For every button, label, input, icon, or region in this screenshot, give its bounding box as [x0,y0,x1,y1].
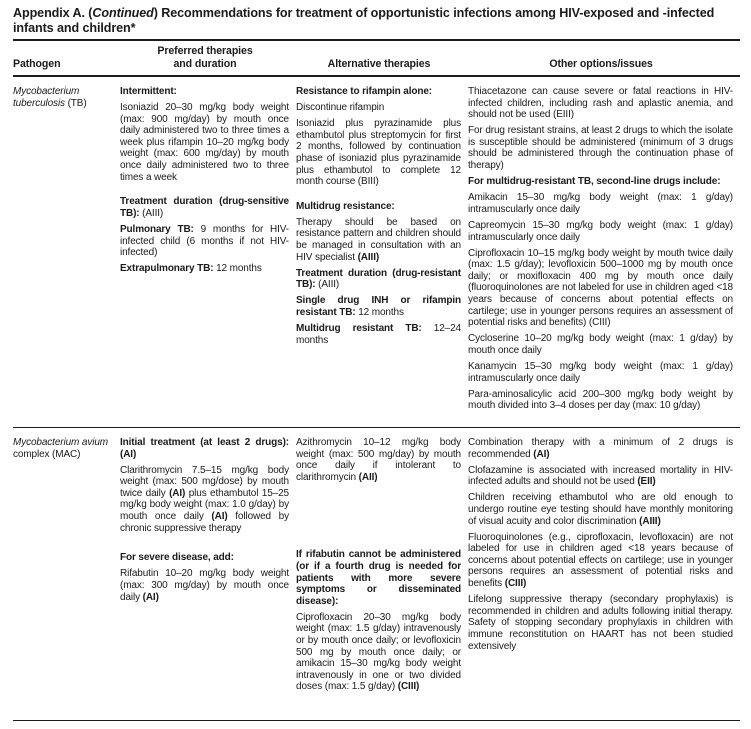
paragraph: For multidrug-resistant TB, second-line drugs include: [468,176,721,188]
pathogen-name-italic: Mycobacterium avium [13,437,108,448]
alternative-therapies-cell [296,86,468,427]
pathogen-cell: Mycobacterium tuberculosis (TB) [13,86,87,109]
title-text-after: ) Recommendations for treatment of opportunistic infections among HIV-exposed and -infected infants and children* [13,6,715,35]
paragraph: Treatment duration (drug-resistant TB): (AIII) [296,267,461,291]
paragraph: For drug resistant strains, at least 2 drugs to which the isolate is susceptible should be administered (minimum of 3 drugs should be administered through the continuation phase of therapy) [468,125,733,172]
table-body [13,77,740,721]
paragraph: Lifelong suppressive therapy (secondary prophylaxis) is recommended in children and adults following initial therapy. Safety of stopping secondary prophylaxis in children with immune reconstitution on HAART has not been studied extensively [468,594,733,652]
paragraph: Multidrug resistant TB: 12–24 months [296,323,462,346]
paragraph: Capreomycin 15–30 mg/kg body weight (max: 1 g/day) intramuscularly once daily [468,219,733,243]
paragraph: Discontinue rifampin [296,102,385,114]
paragraph: Multidrug resistance: [296,200,395,212]
paragraph: Treatment duration (drug-sensitive TB): (AIII) [120,196,289,219]
other-options-cell [468,86,740,427]
page-title [13,6,740,36]
preferred-therapies-cell [120,437,296,720]
column-header-line2: and duration [173,57,237,70]
paragraph: Thiacetazone can cause severe or fatal reactions in HIV-infected children, including rash and aplastic anemia, and should not be used (EIII) [468,86,733,121]
table-row [13,428,740,720]
column-header-other-options: Other options/issues [549,57,653,70]
paragraph: Ciprofloxacin 10–15 mg/kg body weight by mouth twice daily (max: 1.5 g/day); levofloxicin 500–1000 mg by mouth once daily; or moxifloxacin 400 mg by mouth once daily (fluoroquinolones are not labeled for use in children aged <18 years because of concerns about potential effects on cartilege; use in younger persons requires an assessment of potential risks and benefits) (CIII) [468,247,733,329]
paragraph: Azithromycin 10–12 mg/kg body weight (max: 500 mg/day) by mouth once daily if intolerant to clarithromycin (AII) [296,437,461,483]
paragraph: Extrapulmonary TB: 12 months [120,263,262,275]
paragraph: Isoniazid plus pyrazinamide plus ethambutol plus streptomycin for first 2 months, followed by continuation phase of isoniazid plus pyrazinamide plus ethambutol to complete 12 month course (BIII) [296,118,461,188]
paragraph: Rifabutin 10–20 mg/kg body weight (max: 300 mg/day) by mouth once daily (AI) [120,568,289,603]
alternative-therapies-cell [296,437,468,720]
table-row [13,77,740,427]
paragraph: Single drug INH or rifampin resistant TB: 12 months [296,295,461,318]
paragraph: Para-aminosalicylic acid 200–300 mg/kg body weight by mouth divided into 3–4 doses per day (max: 10 g/day) [468,388,733,412]
paragraph: Cycloserine 10–20 mg/kg body weight (max: 1 g/day) by mouth once daily [468,333,733,356]
paragraph: Initial treatment (at least 2 drugs): (AI) [120,437,289,460]
paragraph: Therapy should be based on resistance pattern and children should be managed in consultation with an HIV specialist (AIII) [296,216,461,263]
column-header-preferred-therapies [120,45,296,70]
paragraph: Combination therapy with a minimum of 2 drugs is recommended (AI) [468,437,733,460]
paragraph: Resistance to rifampin alone: [296,86,432,97]
title-text-before: Appendix A. ( [13,6,93,20]
paragraph: Clarithromycin 7.5–15 mg/kg body weight (max: 500 mg/dose) by mouth twice daily (AI) plus ethambutol 15–25 mg/kg body weight (max: 1.0 g/day) by mouth once daily (AI) followed by chronic suppressive therapy [120,464,289,534]
title-continued-italic: Continued [92,6,154,20]
pathogen-name-italic: Mycobacterium tuberculosis [13,86,80,109]
pathogen-cell: Mycobacterium avium complex (MAC) [13,437,108,460]
paragraph: Ciprofloxacin 20–30 mg/kg body weight (max: 1.5 g/day) intravenously or by mouth once daily; or levofloxicin 500 mg by mouth once daily; or amikacin 15–30 mg/kg body weight intravenously in one or two divided doses (max: 1.5 g/day) (CIII) [296,611,461,693]
paragraph: If rifabutin cannot be administered (or if a fourth drug is needed for patients with more severe symptoms or disseminated disease): [296,549,461,607]
paragraph: Amikacin 15–30 mg/kg body weight (max: 1 g/day) intramuscularly once daily [468,192,733,215]
paragraph: Intermittent: [120,86,177,97]
table-header [13,41,740,75]
table-bottom-rule [13,720,740,721]
paragraph: Clofazamine is associated with increased mortality in HIV-infected adults and should not be used (EII) [468,464,733,488]
paragraph: Pulmonary TB: 9 months for HIV-infected child (6 months if not HIV-infected) [120,223,289,259]
preferred-therapies-cell [120,86,296,427]
column-header-alternative-therapies: Alternative therapies [327,57,431,70]
paragraph: For severe disease, add: [120,552,234,564]
paragraph: Children receiving ethambutol who are old enough to undergo routine eye testing should have monthly monitoring of visual acuity and color discrimination (AIII) [468,492,733,527]
paragraph: Fluoroquinolones (e.g., ciprofloxacin, levofloxacin) are not labeled for use in children aged <18 years because of concerns about potential effects on cartilege; use in younger persons requires an assessment of potential risks and benefits (CIII) [468,531,733,590]
paragraph: Isoniazid 20–30 mg/kg body weight (max: 900 mg/day) by mouth once daily administered two to three times a week plus rifampin 10–20 mg/kg body weight (max: 600 mg/day) by mouth once daily administered two to three times a week [120,102,289,183]
column-header-pathogen: Pathogen [13,57,61,70]
other-options-cell [468,437,740,720]
paragraph: Kanamycin 15–30 mg/kg body weight (max: 1 g/day) intramuscularly once daily [468,360,733,384]
column-header-line1: Preferred therapies [157,45,253,57]
